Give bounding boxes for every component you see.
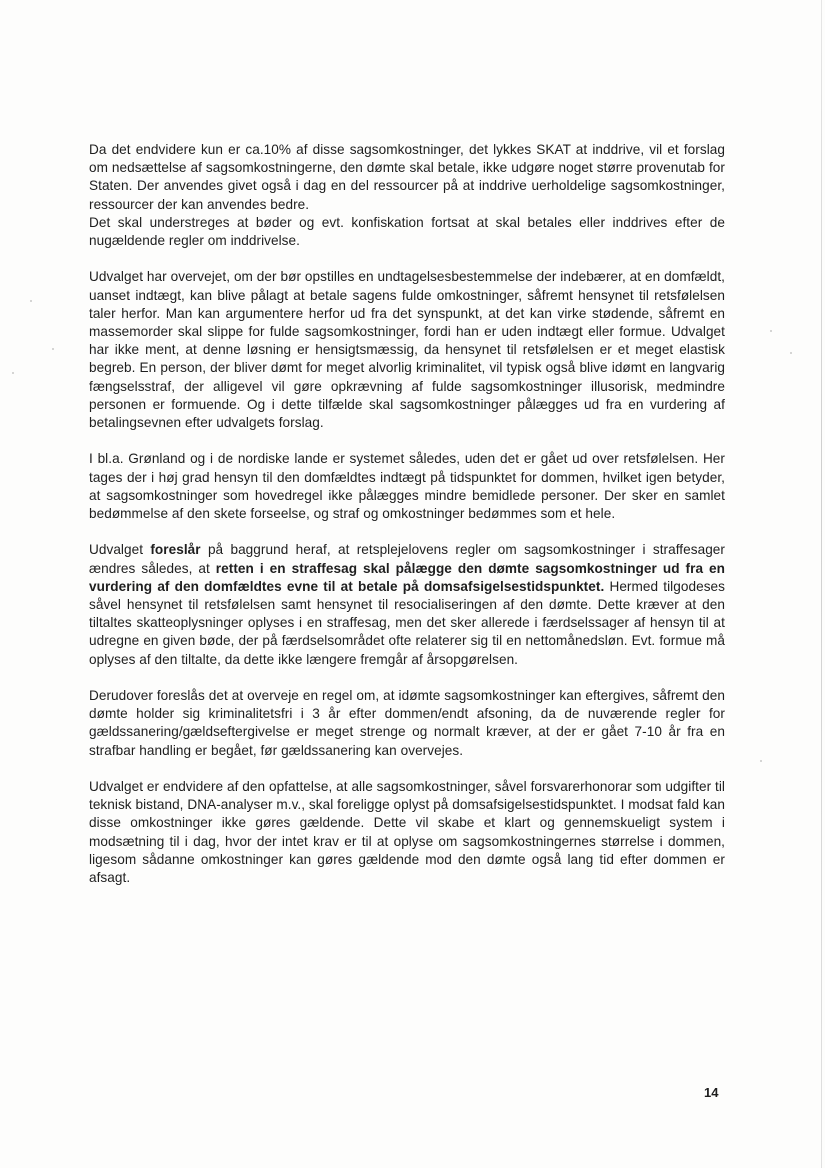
paragraph-boeder-konfiskation xyxy=(89,214,725,250)
paragraph-text: Da det endvidere kun er ca.10% af disse sagsomkostninger, det lykkes SKAT at inddrive, vil et forslag om nedsættelse af sagsomkostningerne, den dømte skal betale, ikke udgøre noget større provenutab for Staten. Der anvendes givet også i dag en del ressourcer på at inddrive uerholdelige sagsomkostninger, ressourcer der kan anvendes bedre. xyxy=(89,142,725,212)
paragraph-text: Udvalget xyxy=(89,542,151,558)
paragraph-undtagelsesbestemmelse xyxy=(89,268,725,432)
paragraph-bold-text: retten i en straffesag skal pålægge den dømte sagsomkostninger ud fra en vurdering af den domfældtes evne til at betale på domsafsigelsestidspunktet. xyxy=(89,560,725,594)
paragraph-skat-inddrivelse xyxy=(89,141,725,214)
scan-speckle xyxy=(790,352,792,354)
paragraph-forslag xyxy=(89,541,725,668)
document-body xyxy=(89,141,725,905)
paragraph-text: I bl.a. Grønland og i de nordiske lande er systemet således, uden det er gået ud over retsfølelsen. Her tages der i høj grad hensyn til den domfældtes indtægt på tidspunktet for dommen, hvilket igen betyder, at sagsomkostninger som hovedregel ikke pålægges mindre bemidlede personer. Der sker en samlet bedømmelse af den skete forseelse, og straf og omkostninger bedømmes som et hele. xyxy=(89,451,725,522)
paragraph-groenland-nordiske-lande xyxy=(89,450,725,523)
paragraph-text: Det skal understreges at bøder og evt. konfiskation fortsat at skal betales eller inddrives efter de nugældende regler om inddrivelse. xyxy=(89,214,725,249)
scan-edge-shadow xyxy=(821,0,822,1168)
scan-speckle xyxy=(30,300,32,302)
scan-speckle xyxy=(760,760,762,762)
scan-speckle xyxy=(12,372,14,374)
paragraph-eftergivelse xyxy=(89,687,725,760)
paragraph-text: på baggrund heraf, at retsplejelovens regler om sagsomkostninger i straffesager ændres således, at xyxy=(89,542,725,576)
paragraph-oplysning-sagsomkostninger xyxy=(89,778,725,887)
scan-speckle xyxy=(770,330,772,332)
scan-speckle xyxy=(52,348,54,350)
paragraph-text: Udvalget er endvidere af den opfattelse, at alle sagsomkostninger, såvel forsvarerhonorar som udgifter til teknisk bistand, DNA-analyser m.v., skal foreligge oplyst på domsafsigelsestidspunktet. I modsat fald kan disse omkostninger ikke gøres gældende. Dette vil skabe et klart og gennemskueligt system i modsætning til i dag, hvor der intet krav er til at oplyse om sagsomkostningernes størrelse i dommen, ligesom sådanne omkostninger kan gøres gældende mod den dømte også lang tid efter dommen er afsagt. xyxy=(89,779,725,886)
paragraph-text: Hermed tilgodeses såvel hensynet til retsfølelsen samt hensynet til resocialiseringen af den dømte. Dette kræver at den tiltaltes skatteoplysninger oplyses i en straffesag, men det sker allerede i færdselssager af hensyn til at udregne en given bøde, der på færdselsområdet ofte relaterer sig til en nettomånedsløn. Evt. formue må oplyses af den tiltalte, da dette ikke længere fremgår af årsopgørelsen. xyxy=(89,578,725,667)
paragraph-text: Udvalget har overvejet, om der bør opstilles en undtagelsesbestemmelse der indebærer, at en domfældt, uanset indtægt, kan blive pålagt at betale sagens fulde omkostninger, såfremt hensynet til retsfølelsen taler herfor. Man kan argumentere herfor ud fra det synspunkt, at det kan virke stødende, såfremt en massemorder skal slippe for fulde sagsomkostninger, fordi han er uden indtægt eller formue. Udvalget har ikke ment, at denne løsning er hensigtsmæssig, da hensynet til retsfølelsen er et meget elastisk begreb. En person, der bliver dømt for meget alvorlig kriminalitet, vil typisk også blive idømt en langvarig fængselsstraf, der alligevel vil gøre opkrævning af fulde sagsomkostninger illusorisk, medmindre personen er formuende. Og i dette tilfælde skal sagsomkostninger pålægges ud fra en vurdering af betalingsevnen efter udvalgets forslag. xyxy=(89,269,725,431)
page-number: 14 xyxy=(704,1085,719,1100)
paragraph-bold-text: foreslår xyxy=(150,542,201,558)
paragraph-text: Derudover foreslås det at overveje en regel om, at idømte sagsomkostninger kan eftergives, såfremt den dømte holder sig kriminalitetsfri i 3 år efter dommen/endt afsoning, da de nuværende regler for gældssanering/gældseftergivelse er meget strenge og normalt kræver, at der er gået 7-10 år fra en strafbar handling er begået, før gældssanering kan overvejes. xyxy=(89,688,725,758)
